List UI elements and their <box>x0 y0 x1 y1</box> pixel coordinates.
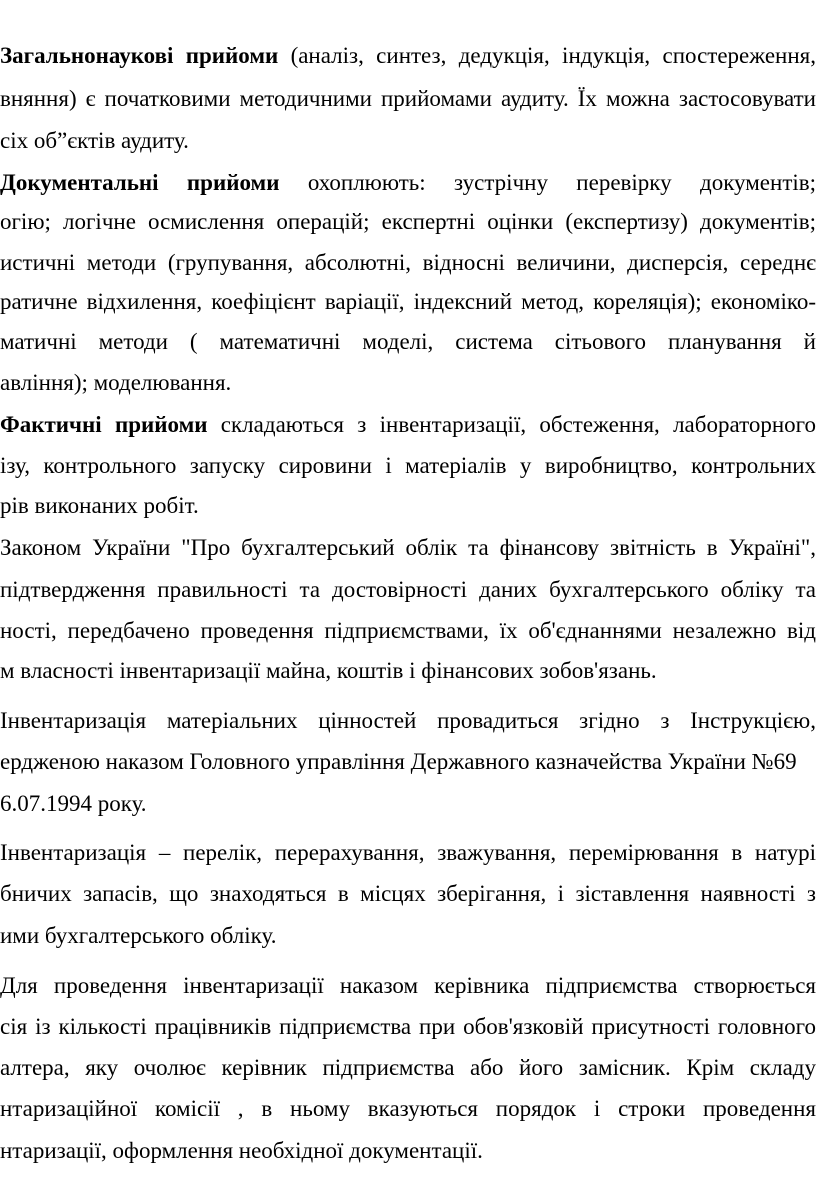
text-line: ратичне відхилення, коефіцієнт варіації, індексний метод, кореляція); економіко- <box>0 289 816 314</box>
text-line: огію; логічне осмислення операцій; експертні оцінки (експертизу) документів; <box>0 209 816 234</box>
text-line: ердженою наказом Головного управління Державного казначейства України №69 <box>0 749 797 774</box>
text-line: рів виконаних робіт. <box>0 493 199 518</box>
text-line: бничих запасів, що знаходяться в місцях зберігання, і зіставлення наявності з <box>0 881 816 906</box>
text-line: сія із кількості працівників підприємства при обов'язковій присутності головного <box>0 1014 816 1039</box>
text-line: сіх об”єктів аудиту. <box>0 128 189 153</box>
text-line: Законом України "Про бухгалтерський облік та фінансову звітність в Україні", <box>0 535 816 560</box>
text-line: матичні методи ( математичні моделі, система сітьового планування й <box>0 329 816 354</box>
bold-term: Фактичні прийоми <box>0 412 208 437</box>
text-line: нтаризаційної комісії , в ньому вказуються порядок і строки проведення <box>0 1096 816 1121</box>
text-line: алтера, яку очолює керівник підприємства або його замісник. Крім складу <box>0 1055 816 1080</box>
text-line: Документальні прийоми охоплюють: зустрічну перевірку документів; <box>0 170 816 195</box>
text-line: Загальнонаукові прийоми (аналіз, синтез, дедукція, індукція, спостереження, <box>0 43 816 68</box>
text-line: нтаризації, оформлення необхідної документації. <box>0 1138 483 1163</box>
text-line: Для проведення інвентаризації наказом керівника підприємства створюється <box>0 973 816 998</box>
text-line: Фактичні прийоми складаються з інвентаризації, обстеження, лабораторного <box>0 412 816 437</box>
bold-term: Документальні прийоми <box>0 170 280 195</box>
text-line: ізу, контрольного запуску сировини і матеріалів у виробництво, контрольних <box>0 453 816 478</box>
text-line: вняння) є початковими методичними прийомами аудиту. Їх можна застосовувати <box>0 86 816 111</box>
text-line: 6.07.1994 року. <box>0 791 147 816</box>
text-line: підтвердження правильності та достовірності даних бухгалтерського обліку та <box>0 577 816 602</box>
text-line: Інвентаризація – перелік, перерахування, зважування, перемірювання в натурі <box>0 840 816 865</box>
text-line: ності, передбачено проведення підприємствами, їх об'єднаннями незалежно від <box>0 618 816 643</box>
bold-term: Загальнонаукові прийоми <box>0 43 279 68</box>
text-line: Інвентаризація матеріальних цінностей провадиться згідно з Інструкцією, <box>0 708 816 733</box>
text-line: м власності інвентаризації майна, коштів і фінансових зобов'язань. <box>0 658 657 683</box>
text-line: истичні методи (групування, абсолютні, відносні величини, дисперсія, середнє <box>0 250 816 275</box>
text-line: авління); моделювання. <box>0 370 232 395</box>
text-line: ими бухгалтерського обліку. <box>0 923 277 948</box>
